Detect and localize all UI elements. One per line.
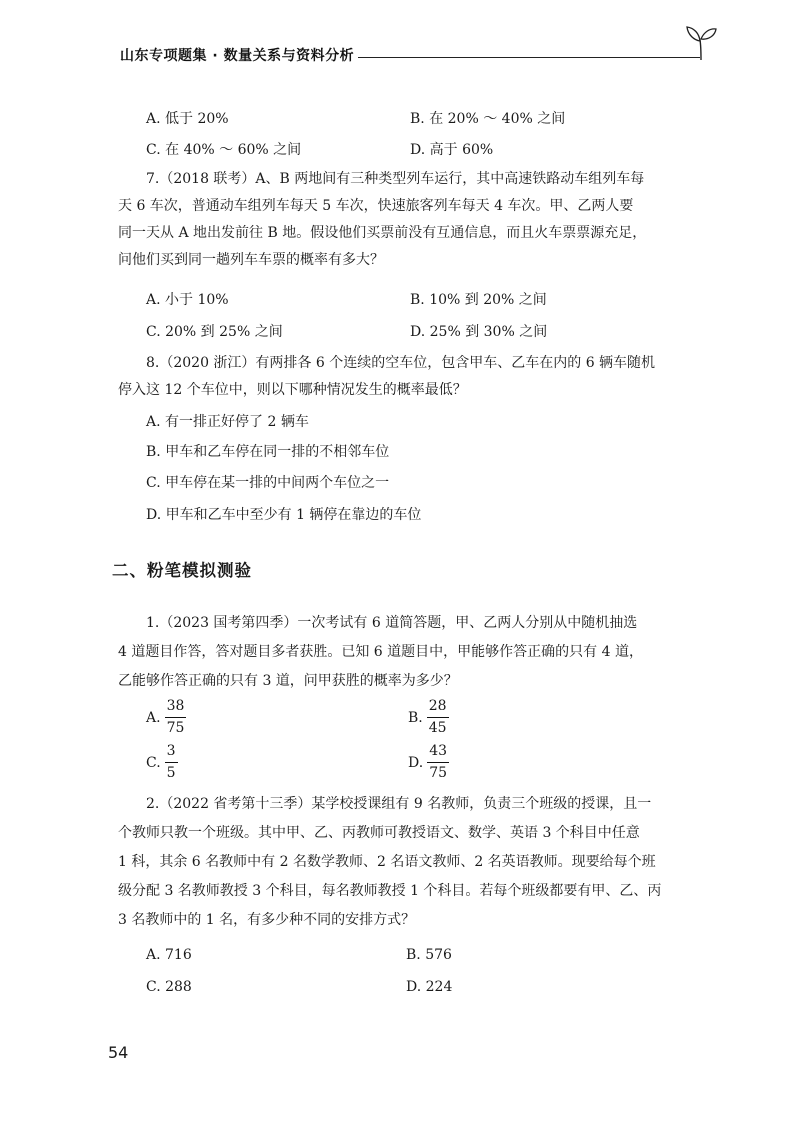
running-header-title: 山东专项题集 · 数量关系与资料分析 [120,48,355,64]
sprout-leaf-icon [684,24,718,62]
option-label: B. [408,709,423,726]
q7-option-c: C. 20% 到 25% 之间 [146,324,283,340]
numerator: 28 [428,698,447,714]
q7-line-3: 同一天从 A 地出发前往 B 地。假设他们买票前没有互通信息，而且火车票票源充足， [118,225,647,241]
q8-line-2: 停入这 12 个车位中，则以下哪种情况发生的概率最低？ [118,382,467,398]
section-heading: 二、粉笔模拟测验 [112,561,252,580]
s2q2-option-c: C. 288 [146,979,192,995]
fraction-bar [427,762,449,763]
q7-line-2: 天 6 车次，普通动车组列车每天 5 车次，快速旅客列车每天 4 车次。甲、乙两人要 [118,198,634,214]
denominator: 5 [166,765,176,781]
s2q2-option-a: A. 716 [146,947,192,963]
fraction-bar [427,717,449,718]
numerator: 43 [429,743,448,759]
fraction [427,743,449,782]
q7-line-4: 问他们买到同一趟列车车票的概率有多大？ [118,252,384,268]
numerator: 3 [166,743,176,759]
q6-option-d: D. 高于 60% [410,142,494,158]
fraction-bar [165,717,187,718]
q7-line-1: 7.（2018 联考）A、B 两地间有三种类型列车运行，其中高速铁路动车组列车每 [146,171,645,187]
option-label: D. [408,754,424,771]
q8-line-1: 8.（2020 浙江）有两排各 6 个连续的空车位，包含甲车、乙车在内的 6 辆车随机 [146,355,656,371]
fraction [165,743,178,782]
q8-option-c: C. 甲车停在某一排的中间两个车位之一 [146,475,390,491]
q6-option-a: A. 低于 20% [146,111,229,127]
option-label: C. [146,754,161,771]
header-rule [358,57,700,58]
fraction-bar [165,762,178,763]
s2q2-option-d: D. 224 [406,979,453,995]
s2q1-option-c [146,743,178,782]
s2q2-line-2: 个教师只教一个班级。其中甲、乙、丙教师可教授语文、数学、英语 3 个科目中任意 [118,825,640,841]
s2q2-line-5: 3 名教师中的 1 名，有多少种不同的安排方式？ [118,912,416,928]
q8-option-a: A. 有一排正好停了 2 辆车 [146,414,309,430]
option-label: A. [146,709,161,726]
denominator: 75 [166,720,185,736]
q6-option-c: C. 在 40% ～ 60% 之间 [146,142,302,158]
s2q1-option-b [408,698,449,737]
q8-option-d: D. 甲车和乙车中至少有 1 辆停在靠边的车位 [146,507,422,523]
s2q1-line-2: 4 道题目作答，答对题目多者获胜。已知 6 道题目中，甲能够作答正确的只有 4 道， [118,644,643,660]
s2q1-line-1: 1.（2023 国考第四季）一次考试有 6 道简答题，甲、乙两人分别从中随机抽选 [146,615,638,631]
q7-option-a: A. 小于 10% [146,292,229,308]
page-number: 54 [108,1043,129,1062]
s2q1-option-d [408,743,449,782]
q8-option-b: B. 甲车和乙车停在同一排的不相邻车位 [146,444,390,460]
s2q1-option-a [146,698,186,737]
denominator: 75 [429,765,448,781]
s2q2-line-3: 1 科，其余 6 名教师中有 2 名数学教师、2 名语文教师、2 名英语教师。现要给每个班 [118,854,656,870]
s2q2-line-4: 级分配 3 名教师教授 3 个科目，每名教师教授 1 个科目。若每个班级都要有甲、乙、丙 [118,883,662,899]
s2q1-line-3: 乙能够作答正确的只有 3 道，问甲获胜的概率为多少？ [118,673,458,689]
s2q2-option-b: B. 576 [406,947,452,963]
numerator: 38 [166,698,185,714]
s2q2-line-1: 2.（2022 省考第十三季）某学校授课组有 9 名教师，负责三个班级的授课，且一 [146,796,652,812]
q7-option-b: B. 10% 到 20% 之间 [410,292,547,308]
q6-option-b: B. 在 20% ～ 40% 之间 [410,111,566,127]
fraction [427,698,449,737]
denominator: 45 [428,720,447,736]
fraction [165,698,187,737]
q7-option-d: D. 25% 到 30% 之间 [410,324,548,340]
